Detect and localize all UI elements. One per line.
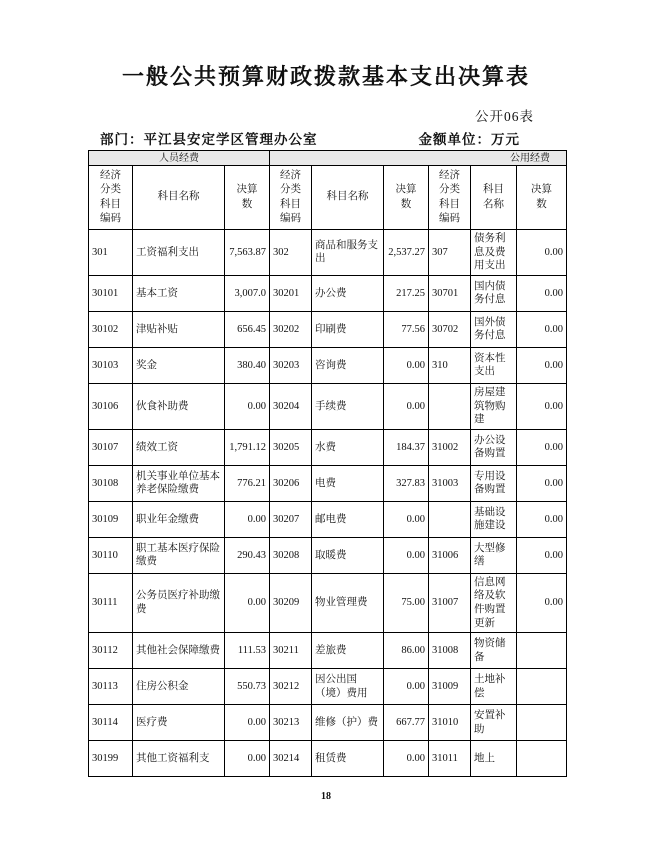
column-header-value-3: [517, 166, 567, 230]
code-cell: 30112: [89, 633, 133, 669]
department-label: 部门：平江县安定学区管理办公室: [100, 132, 318, 147]
value-cell: 0.00: [384, 501, 429, 537]
code-cell: 31008: [429, 633, 471, 669]
page-title: 一般公共预算财政拨款基本支出决算表: [121, 64, 530, 89]
value-cell: 0.00: [517, 347, 567, 383]
value-cell: 327.83: [384, 465, 429, 501]
value-cell: 0.00: [517, 501, 567, 537]
value-cell: 3,007.0: [225, 275, 270, 311]
name-cell: 伙食补助费: [133, 383, 225, 429]
value-cell: 380.40: [225, 347, 270, 383]
code-cell: [429, 383, 471, 429]
code-cell: 30203: [270, 347, 312, 383]
code-cell: 30209: [270, 573, 312, 633]
code-cell: [429, 501, 471, 537]
name-cell: 咨询费: [312, 347, 384, 383]
group-header-row: [89, 151, 567, 166]
value-cell: 0.00: [517, 465, 567, 501]
table-row: [89, 275, 567, 311]
column-header-name-1: [133, 166, 225, 230]
name-cell: 房屋建筑物购建: [471, 383, 517, 429]
table-row: [89, 741, 567, 777]
column-header-value-3-text: 决算数: [531, 184, 553, 210]
value-cell: 111.53: [225, 633, 270, 669]
name-cell: 绩效工资: [133, 429, 225, 465]
code-cell: 30208: [270, 537, 312, 573]
value-cell: 77.56: [384, 311, 429, 347]
value-cell: [517, 705, 567, 741]
name-cell: 商品和服务支出: [312, 230, 384, 276]
name-cell: 土地补偿: [471, 669, 517, 705]
meta-row: [0, 125, 652, 150]
value-cell: 0.00: [384, 537, 429, 573]
column-header-code-2-text: 经济分类科目编码: [280, 170, 302, 224]
value-cell: 0.00: [225, 705, 270, 741]
name-cell: 信息网络及软件购置更新: [471, 573, 517, 633]
name-cell: 安置补助: [471, 705, 517, 741]
code-cell: 30207: [270, 501, 312, 537]
code-cell: 31010: [429, 705, 471, 741]
code-cell: 302: [270, 230, 312, 276]
column-header-name-2-text: 科目名称: [326, 191, 369, 203]
column-header-code-1: [89, 166, 133, 230]
name-cell: 资本性支出: [471, 347, 517, 383]
name-cell: 办公费: [312, 275, 384, 311]
value-cell: 290.43: [225, 537, 270, 573]
value-cell: [517, 669, 567, 705]
code-cell: 30213: [270, 705, 312, 741]
table-row: [89, 537, 567, 573]
code-cell: 31006: [429, 537, 471, 573]
code-cell: 30110: [89, 537, 133, 573]
value-cell: 776.21: [225, 465, 270, 501]
table-row: [89, 347, 567, 383]
name-cell: 公务员医疗补助缴费: [133, 573, 225, 633]
value-cell: 656.45: [225, 311, 270, 347]
name-cell: 基础设施建设: [471, 501, 517, 537]
value-cell: [517, 633, 567, 669]
table-number-label: 公开06表: [475, 109, 534, 124]
code-cell: 30109: [89, 501, 133, 537]
name-cell: 奖金: [133, 347, 225, 383]
value-cell: 86.00: [384, 633, 429, 669]
table-row: [89, 383, 567, 429]
code-cell: 30113: [89, 669, 133, 705]
value-cell: 0.00: [225, 741, 270, 777]
value-cell: 0.00: [225, 501, 270, 537]
code-cell: 30107: [89, 429, 133, 465]
code-cell: 30206: [270, 465, 312, 501]
column-header-name-3-text: 科目名称: [483, 184, 505, 210]
column-header-name-1-text: 科目名称: [157, 191, 200, 203]
value-cell: 0.00: [517, 573, 567, 633]
code-cell: 31011: [429, 741, 471, 777]
name-cell: 国外债务付息: [471, 311, 517, 347]
table-row: [89, 669, 567, 705]
value-cell: 0.00: [384, 347, 429, 383]
name-cell: 租赁费: [312, 741, 384, 777]
name-cell: 手续费: [312, 383, 384, 429]
code-cell: 30106: [89, 383, 133, 429]
code-cell: 30102: [89, 311, 133, 347]
group-header-personnel: 人员经费: [89, 151, 270, 166]
name-cell: 物业管理费: [312, 573, 384, 633]
column-header-name-3: [471, 166, 517, 230]
name-cell: 其他社会保障缴费: [133, 633, 225, 669]
value-cell: 0.00: [517, 537, 567, 573]
value-cell: [517, 741, 567, 777]
code-cell: 30108: [89, 465, 133, 501]
column-header-code-1-text: 经济分类科目编码: [100, 170, 121, 224]
name-cell: 专用设备购置: [471, 465, 517, 501]
unit-label: 金额单位：万元: [418, 132, 520, 147]
table-row: [89, 230, 567, 276]
value-cell: 0.00: [384, 669, 429, 705]
value-cell: 0.00: [225, 573, 270, 633]
value-cell: 0.00: [517, 383, 567, 429]
code-cell: 31002: [429, 429, 471, 465]
column-header-value-2: [384, 166, 429, 230]
value-cell: 550.73: [225, 669, 270, 705]
name-cell: 职工基本医疗保险缴费: [133, 537, 225, 573]
code-cell: 30201: [270, 275, 312, 311]
table-row: [89, 501, 567, 537]
value-cell: 0.00: [517, 230, 567, 276]
column-header-value-2-text: 决算数: [395, 184, 417, 210]
code-cell: 30111: [89, 573, 133, 633]
name-cell: 工资福利支出: [133, 230, 225, 276]
name-cell: 邮电费: [312, 501, 384, 537]
value-cell: 2,537.27: [384, 230, 429, 276]
group-header-public: 公用经费: [270, 151, 567, 166]
value-cell: 7,563.87: [225, 230, 270, 276]
name-cell: 差旅费: [312, 633, 384, 669]
value-cell: 0.00: [517, 311, 567, 347]
name-cell: 物资储备: [471, 633, 517, 669]
code-cell: 31003: [429, 465, 471, 501]
name-cell: 水费: [312, 429, 384, 465]
name-cell: 债务利息及费用支出: [471, 230, 517, 276]
column-header-code-3: [429, 166, 471, 230]
code-cell: 30214: [270, 741, 312, 777]
name-cell: 基本工资: [133, 275, 225, 311]
table-row: [89, 633, 567, 669]
table-row: [89, 705, 567, 741]
code-cell: 310: [429, 347, 471, 383]
table-row: [89, 311, 567, 347]
name-cell: 其他工资福利支: [133, 741, 225, 777]
name-cell: 维修（护）费: [312, 705, 384, 741]
name-cell: 职业年金缴费: [133, 501, 225, 537]
value-cell: 217.25: [384, 275, 429, 311]
code-cell: 30103: [89, 347, 133, 383]
name-cell: 机关事业单位基本养老保险缴费: [133, 465, 225, 501]
value-cell: 184.37: [384, 429, 429, 465]
value-cell: 0.00: [384, 741, 429, 777]
code-cell: 30211: [270, 633, 312, 669]
table-row: [89, 465, 567, 501]
name-cell: 办公设备购置: [471, 429, 517, 465]
column-header-value-1: [225, 166, 270, 230]
name-cell: 印刷费: [312, 311, 384, 347]
name-cell: 住房公积金: [133, 669, 225, 705]
code-cell: 31007: [429, 573, 471, 633]
page-number: 18: [321, 791, 331, 802]
code-cell: 30701: [429, 275, 471, 311]
code-cell: 30204: [270, 383, 312, 429]
code-cell: 30212: [270, 669, 312, 705]
column-header-name-2: [312, 166, 384, 230]
budget-table: [88, 150, 567, 777]
value-cell: 0.00: [384, 383, 429, 429]
code-cell: 301: [89, 230, 133, 276]
column-header-code-3-text: 经济分类科目编码: [439, 170, 461, 224]
code-cell: 30101: [89, 275, 133, 311]
column-header-code-2: [270, 166, 312, 230]
name-cell: 医疗费: [133, 705, 225, 741]
value-cell: 667.77: [384, 705, 429, 741]
name-cell: 津贴补贴: [133, 311, 225, 347]
code-cell: 30114: [89, 705, 133, 741]
value-cell: 0.00: [517, 429, 567, 465]
code-cell: 31009: [429, 669, 471, 705]
value-cell: 75.00: [384, 573, 429, 633]
code-cell: 307: [429, 230, 471, 276]
name-cell: 电费: [312, 465, 384, 501]
name-cell: 国内债务付息: [471, 275, 517, 311]
code-cell: 30199: [89, 741, 133, 777]
code-cell: 30205: [270, 429, 312, 465]
column-header-row: [89, 166, 567, 230]
name-cell: 大型修缮: [471, 537, 517, 573]
value-cell: 1,791.12: [225, 429, 270, 465]
value-cell: 0.00: [225, 383, 270, 429]
code-cell: 30202: [270, 311, 312, 347]
value-cell: 0.00: [517, 275, 567, 311]
name-cell: 取暖费: [312, 537, 384, 573]
name-cell: 地上: [471, 741, 517, 777]
table-row: [89, 429, 567, 465]
column-header-value-1-text: 决算数: [236, 184, 258, 210]
name-cell: 因公出国（境）费用: [312, 669, 384, 705]
table-row: [89, 573, 567, 633]
code-cell: 30702: [429, 311, 471, 347]
